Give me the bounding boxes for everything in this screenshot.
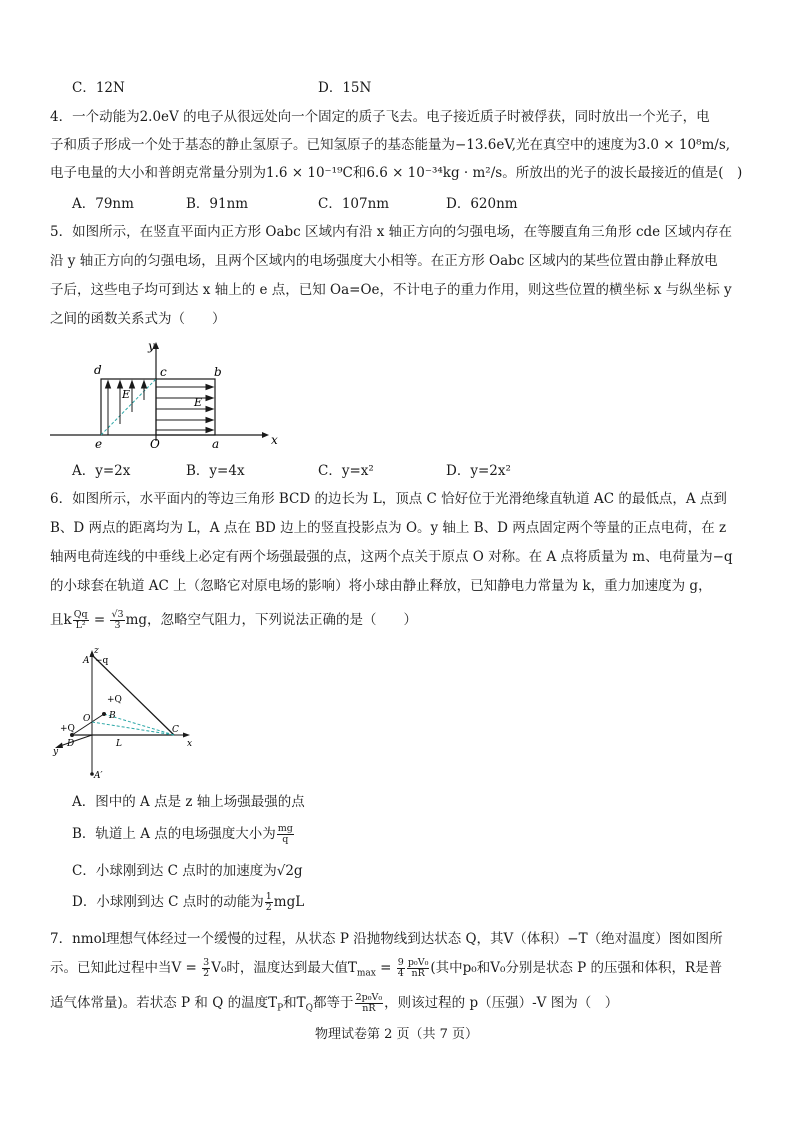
q6-condition-prefix: 且k: [50, 612, 72, 628]
q6-label-plus-q-b: +Q: [107, 695, 122, 705]
q5-x-arrow: [262, 432, 269, 438]
q6-frac-num: Qq: [73, 609, 88, 620]
q6-condition-suffix: mg，忽略空气阻力，下列说法正确的是（ ）: [125, 612, 418, 628]
q7-line3-a: 适气体常量)。若状态 P 和 Q 的温度T: [50, 995, 278, 1011]
q5-label-origin: O: [150, 437, 160, 451]
q4-text-line1: 4．一个动能为2.0eV 的电子从很远处向一个固定的质子飞去。电子接近质子时被俘获，同时放出一个光子，电: [50, 109, 710, 125]
q5-label-e: e: [95, 437, 103, 451]
q6-label-x: x: [187, 739, 193, 749]
q6-option-d-text: D．小球刚到达 C 点时的动能为: [72, 894, 264, 910]
q7-sub-q: Q: [305, 1003, 314, 1014]
q5-option-c: C．y=x²: [318, 463, 374, 479]
q7-line3-d: ，则该过程的 p（压强）-V 图为（ ）: [384, 995, 619, 1011]
q6-y-axis: [60, 735, 92, 746]
q5-text-line2: 沿 y 轴正方向的匀强电场，且两个区域内的电场强度大小相等。在正方形 Oabc 区域内的某些位置由静止释放电: [50, 253, 718, 269]
q5-horizontal-field-lines: [156, 385, 213, 433]
q4-option-d: D．620nm: [446, 196, 518, 212]
q6-option-d-frac: [265, 892, 273, 913]
q6-option-b-num: mg: [277, 823, 293, 834]
q6-text-line1: 6．如图所示，水平面内的等边三角形 BCD 的边长为 L，顶点 C 恰好位于光滑绝缘直轨道 AC 的最低点，A 点到: [50, 491, 727, 507]
q7-text-line2: [50, 958, 722, 979]
q5-text-line1: 5．如图所示，在竖直平面内正方形 Oabc 区域内有沿 x 轴正方向的匀强电场，在等腰直角三角形 cde 区域内存在: [50, 224, 732, 240]
q4-option-b: B．91nm: [186, 196, 249, 212]
q6-text-line2: B、D 两点的距离均为 L，A 点在 BD 边上的竖直投影点为 O。y 轴上 B、D 两点固定两个等量的正点电荷，在 z: [50, 520, 727, 536]
q7-frac-9-4-num: 9: [397, 957, 404, 968]
q7-line3-b: 和T: [283, 995, 306, 1011]
q6-option-d-den: 2: [265, 902, 272, 913]
q4-text-line3: 电子电量的大小和普朗克常量分别为1.6 × 10⁻¹⁹C和6.6 × 10⁻³⁴kg · m²/s。所放出的光子的波长最接近的值是( ): [50, 165, 743, 181]
q7-frac-3-2-den: 2: [203, 968, 210, 979]
q7-frac-p0v0-nr: [407, 958, 430, 979]
q7-frac-9-4: [397, 958, 405, 979]
q7-text-line3: [50, 993, 618, 1014]
q6-option-b-den: q: [282, 834, 289, 845]
q5-label-y: y: [148, 339, 155, 353]
q4-text-line2: 子和质子形成一个处于基态的静止氢原子。已知氢原子的基态能量为−13.6eV,光在真空中的速度为3.0 × 10⁸m/s,: [50, 137, 731, 153]
q6-label-a-prime: A′: [94, 771, 103, 781]
q6-option-b: [72, 822, 295, 845]
q6-option-d-suffix: mgL: [273, 894, 305, 910]
q6-option-a: A．图中的 A 点是 z 轴上场强最强的点: [72, 794, 305, 810]
q4-option-c: C．107nm: [318, 196, 390, 212]
q3-option-c: C．12N: [72, 80, 125, 96]
q6-option-b-frac: [277, 824, 294, 845]
q5-field-figure: [50, 336, 280, 452]
q6-line-oc: [92, 722, 174, 735]
q7-line2-c: (其中p₀和V₀分别是状态 P 的压强和体积，R是普: [430, 960, 723, 976]
q5-label-field-e1: E: [122, 388, 131, 401]
q5-label-x: x: [271, 433, 278, 447]
q7-frac-p0v0-den: nR: [411, 968, 425, 979]
q6-option-b-text: B．轨道上 A 点的电场强度大小为: [72, 826, 276, 842]
q7-frac-2p0v0-nr: [355, 993, 384, 1014]
q7-frac-3-2: [202, 958, 210, 979]
q7-frac-9-4-den: 4: [397, 968, 404, 979]
q5-label-field-e2: E: [194, 396, 203, 409]
q7-frac-2p0v0-num: 2p₀V₀: [355, 992, 383, 1003]
q4-option-a: A．79nm: [72, 196, 134, 212]
q6-text-line4: 的小球套在轨道 AC 上（忽略它对原电场的影响）将小球由静止释放，已知静电力常量为 k，重力加速度为 g，: [50, 578, 712, 594]
q3-option-d: D．15N: [318, 80, 372, 96]
q6-frac-qq-l2: [73, 610, 89, 631]
q6-option-c: C．小球刚到达 C 点时的加速度为√2g: [72, 863, 303, 879]
q6-label-minus-q: −q: [95, 656, 109, 666]
q6-label-plus-q-d: +Q: [60, 724, 75, 734]
q6-label-z: z: [94, 646, 99, 656]
q5-text-line4: 之间的函数关系式为（ ）: [50, 311, 226, 327]
q6-label-c: C: [172, 725, 179, 735]
q6-label-a: A: [83, 656, 90, 666]
q7-line3-c: 都等于: [313, 995, 354, 1011]
q6-label-b: B: [109, 711, 116, 721]
q6-triangle-figure: [50, 642, 200, 784]
q6-condition-line: [50, 610, 417, 631]
q6-option-d-num: 1: [265, 891, 272, 902]
q7-text-line1: 7．nmol理想气体经过一个缓慢的过程，从状态 P 沿抛物线到达状态 Q，其V（体积）−T（绝对温度）图如图所: [50, 931, 723, 947]
q6-frac-den: L²: [75, 620, 86, 631]
q6-label-o: O: [83, 714, 91, 724]
q6-x-arrow: [183, 733, 190, 738]
q5-option-b: B．y=4x: [186, 463, 245, 479]
q6-frac2-den: 3: [114, 620, 121, 631]
q5-option-d: D．y=2x²: [446, 463, 511, 479]
q5-label-b: b: [214, 365, 222, 379]
q7-frac-p0v0-num: p₀V₀: [407, 957, 429, 968]
q7-sub-p: P: [277, 1003, 284, 1014]
q6-charge-b: [102, 712, 106, 716]
q6-text-line3: 轴两电荷连线的中垂线上必定有两个场强最强的点，这两个点关于原点 O 对称。在 A 点将质量为 m、电荷量为−q: [50, 549, 733, 565]
q6-label-d: D: [67, 739, 75, 749]
q5-label-d: d: [94, 363, 102, 377]
q5-label-a: a: [212, 437, 220, 451]
q6-frac-sqrt3-3: [110, 610, 124, 631]
q6-frac2-num: √3: [111, 609, 124, 620]
q7-sub-max: max: [356, 968, 376, 979]
q7-frac-2p0v0-den: nR: [362, 1003, 376, 1014]
q5-text-line3: 子后，这些电子均可到达 x 轴上的 e 点，已知 Oa=Oe，不计电子的重力作用，则这些位置的横坐标 x 与纵坐标 y: [50, 282, 732, 298]
q6-label-y: y: [53, 747, 59, 757]
q6-option-d: [72, 890, 304, 913]
q7-line2-eq: =: [375, 960, 396, 976]
q7-frac-3-2-num: 3: [203, 957, 210, 968]
page-footer: 物理试卷第 2 页（共 7 页）: [314, 1027, 479, 1042]
q7-line2-a: 示。已知此过程中当V =: [50, 960, 202, 976]
q6-condition-eq: =: [89, 612, 110, 628]
q6-label-l: L: [116, 739, 122, 749]
q7-line2-b: V₀时，温度达到最大值T: [211, 960, 357, 976]
q5-option-a: A．y=2x: [72, 463, 131, 479]
q5-label-c: c: [160, 365, 167, 379]
